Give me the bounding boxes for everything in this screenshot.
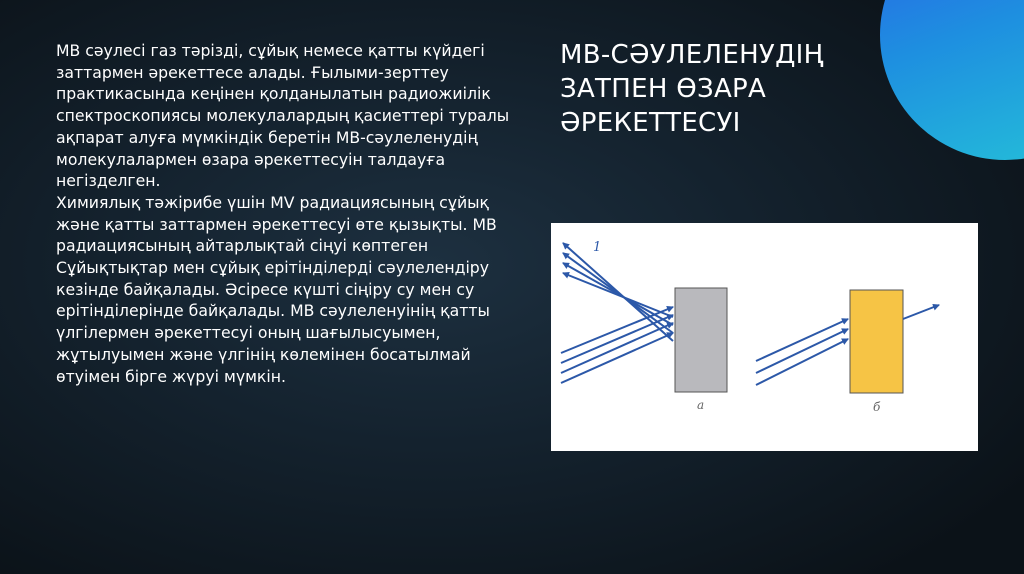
sample-a: [675, 288, 727, 392]
incident-rays-b: [756, 319, 848, 385]
decorative-circle: [880, 0, 1024, 160]
caption-a: а: [697, 398, 705, 412]
caption-b: б: [873, 400, 881, 414]
slide-title: МВ-СӘУЛЕЛЕНУДІҢ ЗАТПЕН ӨЗАРА ӘРЕКЕТТЕСУІ: [560, 40, 824, 138]
paragraph-1: МВ сәулесі газ тәрізді, сұйық немесе қатты күйдегі заттармен әрекеттесе алады. Ғылыми-зерттеу практикасында кеңінен қолданылатын радиожиілік спектроскопиясы молекулалардың қасиеттері туралы ақпарат алуға мүмкіндік беретін МВ-сәулеленудің молекулалармен өзара әрекеттесуін талдауға негізделген.: [56, 41, 510, 191]
transmitted-ray-b: [903, 305, 939, 319]
reflected-rays-a: [563, 243, 673, 341]
paragraph-2: Химиялық тәжірибе үшін MV радиациясының сұйық және қатты заттармен әрекеттесуі өте қызықты. МВ радиациясының айтарлықтай сіңуі көптеген Сұйықтықтар мен сұйық ерітінділерді сәулелендіру кезінде байқалады. Әсіресе күшті сіңіру су мен су ерітінділерінде байқалады. МВ сәулеленуінің қатты үлгілермен әрекеттесуі оның шағылысуымен, жұтылуымен және үлгінің көлемінен босатылмай өтуімен бірге жүруі мүмкін.: [56, 192, 497, 386]
body-text: [56, 40, 526, 387]
sample-b: [850, 290, 903, 393]
incident-rays-a: [561, 307, 673, 383]
figure-svg: [551, 223, 978, 451]
interaction-figure: [551, 223, 978, 451]
ray-label: 1: [593, 240, 602, 255]
